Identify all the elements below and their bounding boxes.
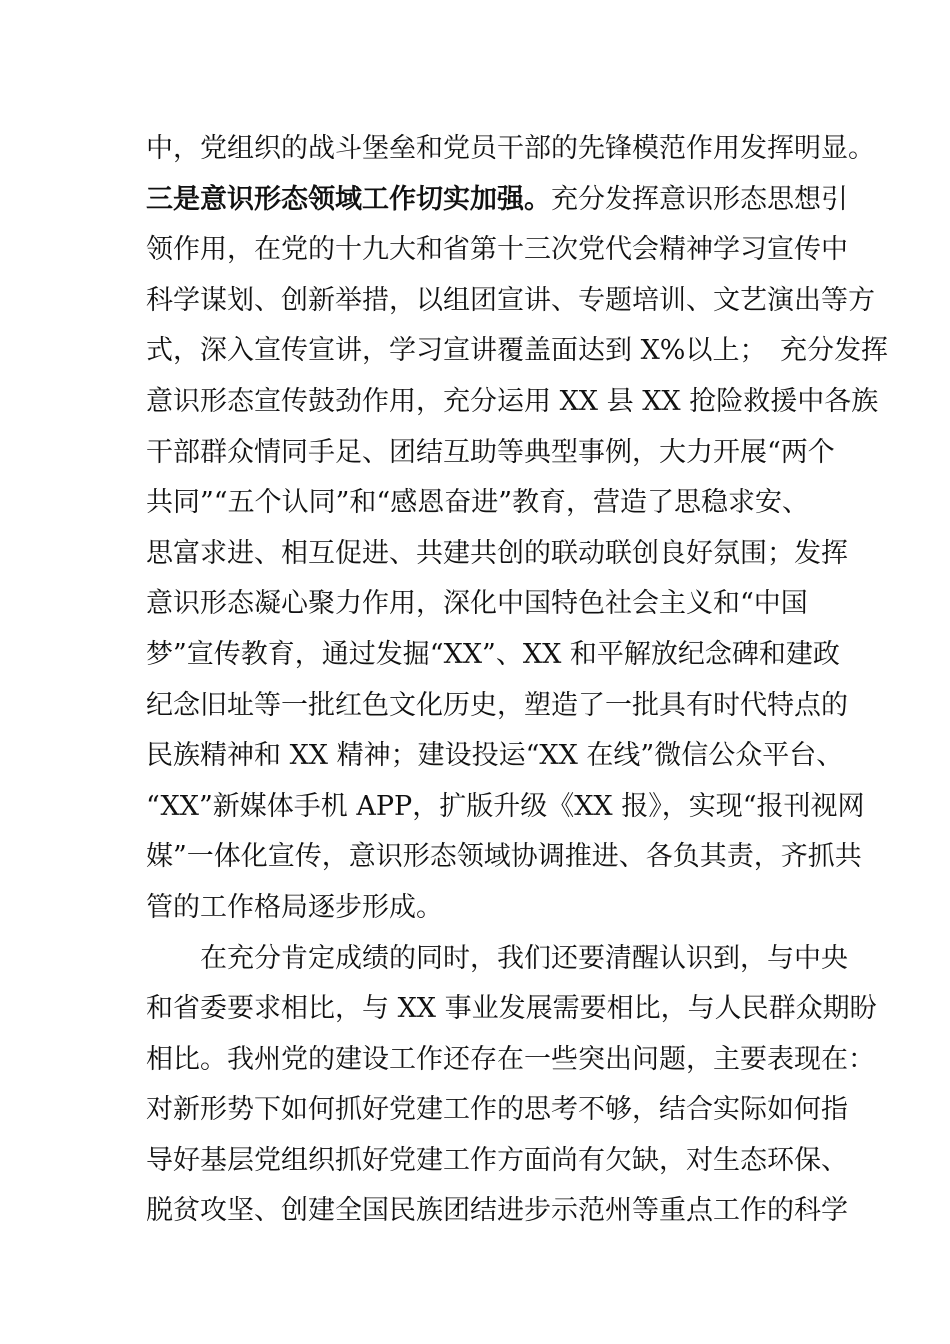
text-line: 对新形势下如何抓好党建工作的思考不够，结合实际如何指 <box>146 1094 848 1126</box>
text-line: 纪念旧址等一批红色文化历史，塑造了一批具有时代特点的 <box>146 689 848 721</box>
document-body <box>146 124 888 1237</box>
text-line: 思富求进、相互促进、共建共创的联动联创良好氛围；发挥 <box>146 537 848 569</box>
paragraph-problems <box>146 934 877 1238</box>
text-segment: 充分发挥意识形态思想引 <box>551 183 848 215</box>
text-line: “XX”新媒体手机 APP，扩版升级《XX 报》，实现“报刊视网 <box>146 790 865 822</box>
text-line: 共同”“五个认同”和“感恩奋进”教育，营造了思稳求安、 <box>146 487 810 519</box>
text-line: 媒”一体化宣传，意识形态领域协调推进、各负其责，齐抓共 <box>146 841 862 873</box>
text-line: 式，深入宣传宣讲，学习宣讲覆盖面达到 X%以上； 充分发挥 <box>146 335 888 367</box>
text-line: 意识形态凝心聚力作用，深化中国特色社会主义和“中国 <box>146 588 808 620</box>
text-line: 管的工作格局逐步形成。 <box>146 891 443 923</box>
text-line: 科学谋划、创新举措，以组团宣讲、专题培训、文艺演出等方 <box>146 284 875 316</box>
text-line: 导好基层党组织抓好党建工作方面尚有欠缺，对生态环保、 <box>146 1144 848 1176</box>
text-line: 梦”宣传教育，通过发掘“XX”、XX 和平解放纪念碑和建政 <box>146 638 840 670</box>
text-line <box>146 175 848 226</box>
text-line: 中，党组织的战斗堡垒和党员干部的先锋模范作用发挥明显。 <box>146 133 875 164</box>
text-line: 和省委要求相比，与 XX 事业发展需要相比，与人民群众期盼 <box>146 993 877 1025</box>
text-line: 在充分肯定成绩的同时，我们还要清醒认识到，与中央 <box>200 942 848 974</box>
text-line: 领作用，在党的十九大和省第十三次党代会精神学习宣传中 <box>146 234 848 266</box>
paragraph-achievements <box>146 124 888 934</box>
text-line: 干部群众情同手足、团结互助等典型事例，大力开展“两个 <box>146 436 835 468</box>
section-heading: 三是意识形态领域工作切实加强。 <box>146 183 551 215</box>
text-line: 脱贫攻坚、创建全国民族团结进步示范州等重点工作的科学 <box>146 1195 848 1227</box>
text-line: 民族精神和 XX 精神；建设投运“XX 在线”微信公众平台、 <box>146 740 844 772</box>
text-line: 意识形态宣传鼓劲作用，充分运用 XX 县 XX 抢险救援中各族 <box>146 385 879 417</box>
text-line: 相比。我州党的建设工作还存在一些突出问题，主要表现在： <box>146 1043 875 1075</box>
